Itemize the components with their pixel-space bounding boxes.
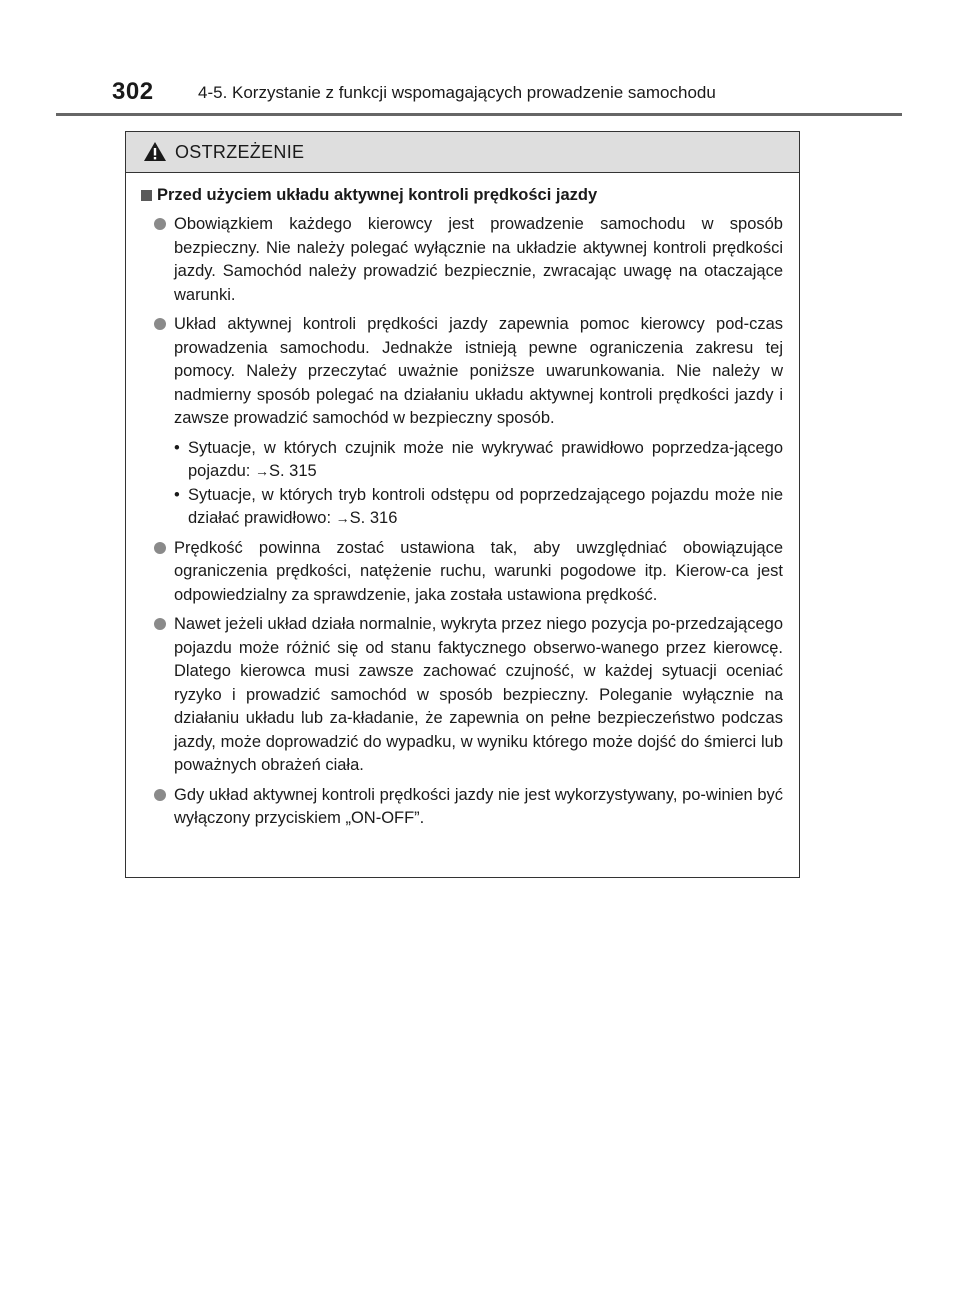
page-number: 302 [112, 78, 154, 105]
sublist-item [174, 437, 783, 484]
square-bullet-icon [141, 190, 152, 201]
topic-text: Przed użyciem układu aktywnej kontroli prędkości jazdy [157, 186, 598, 204]
list-item [141, 613, 783, 778]
circle-bullet-icon [154, 318, 166, 330]
warning-triangle-icon [143, 141, 167, 162]
header-divider [56, 113, 902, 116]
circle-bullet-icon [154, 789, 166, 801]
list-item-text: Obowiązkiem każdego kierowcy jest prowadzenie samochodu w sposób bezpieczny. Nie należy polegać wyłącznie na układzie aktywnej kontroli prędkości jazdy. Samochód należy prowadzić bezpiecznie, zwracając uwagę na otaczające warunki. [174, 215, 783, 304]
warning-title: OSTRZEŻENIE [175, 142, 305, 162]
list-item-text: Gdy układ aktywnej kontroli prędkości jazdy nie jest wykorzystywany, po-winien być wyłączony przyciskiem „ON-OFF”. [174, 785, 783, 827]
list-item [141, 313, 783, 531]
list-item [141, 537, 783, 608]
topic-heading [141, 183, 783, 207]
circle-bullet-icon [154, 218, 166, 230]
arrow-right-icon: → [254, 463, 269, 479]
list-item [141, 784, 783, 831]
sublist-item-text: Sytuacje, w których czujnik może nie wykrywać prawidłowo poprzedza-jącego pojazdu: [188, 438, 783, 480]
list-item-text: Układ aktywnej kontroli prędkości jazdy zapewnia pomoc kierowcy pod-czas prowadzenia samochodu. Jednakże istnieją pewne ograniczenia zakresu tej pomocy. Należy przeczytać uważnie poniższe uwarunkowania. Nie należy w nadmierny sposób polegać na działaniu układu aktywnej kontroli prędkości jazdy i zawsze prowadzić samochód w bezpieczny sposób. [174, 315, 783, 427]
list-item-text: Nawet jeżeli układ działa normalnie, wykryta przez niego pozycja po-przedzającego pojazdu może różnić się od stanu faktycznego obserwo-wanego przez kierowcę. Dlatego kierowca musi zawsze zachować czujność, w każdej sytuacji oceniać ryzyko i prowadzić samochód w sposób bezpieczny. Poleganie wyłącznie na działaniu układu lub za-kładanie, że zapewnia on pełne bezpieczeństwo podczas jazdy, może doprowadzić do wypadku, w wyniku którego może dojść do śmierci lub poważnych obrażeń ciała. [174, 615, 783, 774]
circle-bullet-icon [154, 618, 166, 630]
list-item-text: Prędkość powinna zostać ustawiona tak, aby uwzględniać obowiązujące ograniczenia prędkości, natężenie ruchu, warunki pogodowe itp. Kierow-ca jest odpowiedzialny za sprawdzenie, jaka została ustawiona prędkość. [174, 538, 783, 604]
page-reference-link[interactable]: S. 315 [268, 462, 317, 480]
arrow-right-icon: → [335, 510, 350, 526]
warning-header [126, 132, 799, 173]
dot-bullet: • [174, 438, 180, 457]
section-title: 4-5. Korzystanie z funkcji wspomagających prowadzenie samochodu [198, 83, 716, 102]
dot-bullet: • [174, 485, 180, 504]
page-header [112, 78, 902, 114]
list-item [141, 213, 783, 307]
circle-bullet-icon [154, 542, 166, 554]
warning-body [126, 173, 799, 831]
sublist [174, 437, 783, 531]
page-reference-link[interactable]: S. 316 [349, 509, 398, 527]
sublist-item [174, 484, 783, 531]
sublist-item-text: Sytuacje, w których tryb kontroli odstępu od poprzedzającego pojazdu może nie działać prawidłowo: [188, 485, 783, 527]
warning-box [125, 131, 800, 878]
